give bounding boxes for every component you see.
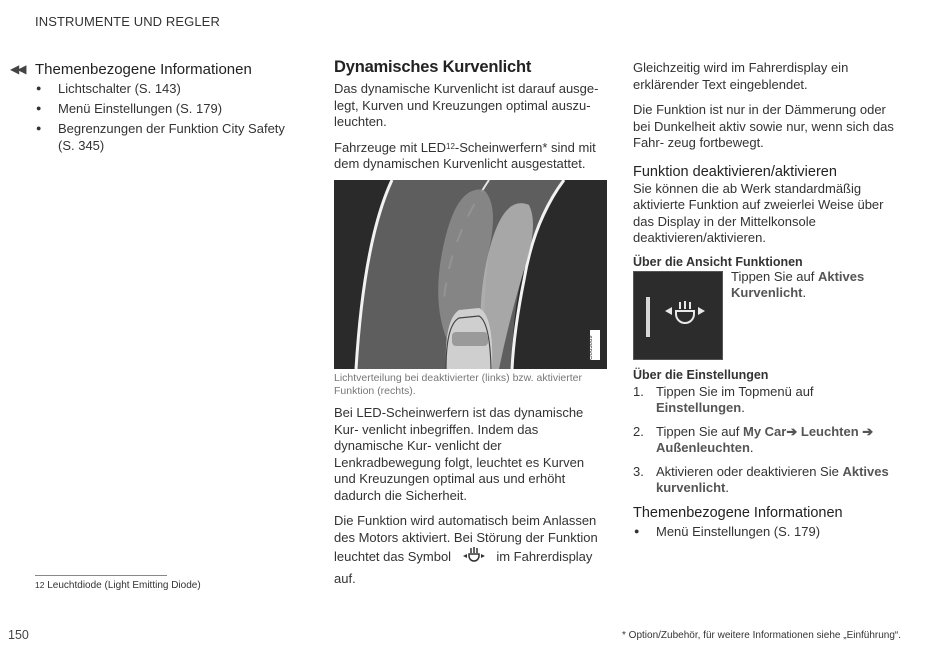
bend-light-illustration [334,180,607,369]
footnote-number: 12 [35,580,45,590]
bend-light-icon [662,300,708,332]
led-text-pre: Fahrzeuge mit LED [334,139,446,155]
led-paragraph [334,140,606,173]
related-info-title-right: Themenbezogene Informationen [633,504,843,521]
related-info-left [35,61,295,157]
right-column [633,60,905,543]
step-text: Tippen Sie auf [656,423,740,439]
option-note: * Option/Zubehör, für weitere Informationen siehe „Einführung“. [622,630,902,641]
related-info-list [35,80,295,154]
step-number: 2. [633,423,644,439]
double-chevron-left-icon[interactable]: ◀◀ [10,62,25,76]
body-paragraph: Bei LED-Scheinwerfern ist das dynamische Kur- venlicht inbegriffen. Indem das dynamische Kur- venlicht der Lenkradbewegung folgt, leuchtet es Kurven und Kreuzungen optimal aus und erhöht dadurch die Sicherheit. [334,405,585,503]
figure-caption: Lichtverteilung bei deaktivierter (links) bzw. aktivierter Funktion (rechts). [334,372,583,397]
footnote [35,580,201,591]
road-diagram [334,180,607,369]
settings-steps [633,384,905,497]
footnote-text: Leuchtdiode (Light Emitting Diode) [47,580,201,591]
bend-light-button-thumbnail[interactable] [633,271,723,360]
list-item[interactable]: ● Lichtschalter (S. 143) [35,80,295,97]
related-info-list-right [633,523,905,540]
list-item[interactable]: ● Menü Einstellungen (S. 179) [35,100,295,117]
step-end: . [725,480,729,495]
footnote-ref[interactable]: 12 [446,141,455,151]
figure-code: G063089 [588,335,594,360]
body-paragraph: Gleichzeitig wird im Fahrerdisplay ein erklärender Text eingeblendet. [633,60,849,92]
view-instruction [633,271,905,360]
view-text-end: . [802,285,807,300]
step-number: 3. [633,463,644,479]
main-article [334,58,606,182]
toggle-indicator [646,297,650,337]
related-info-title: Themenbezogene Informationen [35,61,252,78]
intro-paragraph: Das dynamische Kurvenlicht ist darauf ausge- legt, Kurven und Kreuzungen optimal auszu- leuchten. [334,81,599,129]
symbol-text-post: im Fahrerdisplay auf. [334,549,593,586]
arrow-right-icon: ➔ [862,423,874,439]
step-bold: My Car [742,423,787,439]
footnote-divider [35,575,167,576]
list-item [633,464,905,497]
step-bold: Einstellungen [656,400,742,415]
step-bold: Außenleuchten [656,440,750,455]
subheading-view: Über die Ansicht Funktionen [633,254,803,269]
toggle-paragraph: Sie können die ab Werk standardmäßig aktivierte Funktion auf zweierlei Weise über das Display in der Mittelkonsole deaktivieren/aktivieren. [633,180,884,245]
page-title: Dynamisches Kurvenlicht [334,58,532,76]
list-item[interactable]: ● Menü Einstellungen (S. 179) [633,523,905,540]
subheading-settings: Über die Einstellungen [633,367,769,382]
section-heading-toggle: Funktion deaktivieren/aktivieren [633,163,837,180]
main-article-cont [334,405,606,596]
step-text: Aktivieren oder deaktivieren Sie [656,463,839,479]
arrow-right-icon: ➔ [786,423,798,439]
step-bold: Leuchten [800,423,859,439]
view-text-pre: Tippen Sie auf [731,270,815,284]
step-text: Tippen Sie im Topmenü auf [656,383,814,399]
step-number: 1. [633,383,644,399]
step-bold: Aktives kurvenlicht [656,463,889,495]
body-paragraph: Die Funktion ist nur in der Dämmerung oder bei Dunkelheit aktiv sowie nur, wenn sich das Fahr- zeug fortbewegt. [633,102,894,150]
step-end: . [741,400,745,415]
led-text-post: -Scheinwerfern* sind mit dem dynamischen Kurvenlicht ausgestattet. [334,139,596,171]
bend-light-icon [461,546,487,571]
page-number: 150 [8,628,29,642]
body-paragraph-symbol [334,513,606,587]
list-item[interactable]: ● Begrenzungen der Funktion City Safety (S. 345) [35,120,295,154]
list-item [633,424,905,457]
step-end: . [749,440,754,455]
section-header: INSTRUMENTE UND REGLER [35,14,220,29]
symbol-text-pre: Die Funktion wird automatisch beim Anlassen des Motors aktiviert. Bei Störung der Funktion leuchtet das Symbol [334,513,598,564]
list-item [633,384,905,417]
view-text-bold: Aktives Kurvenlicht [731,270,865,300]
